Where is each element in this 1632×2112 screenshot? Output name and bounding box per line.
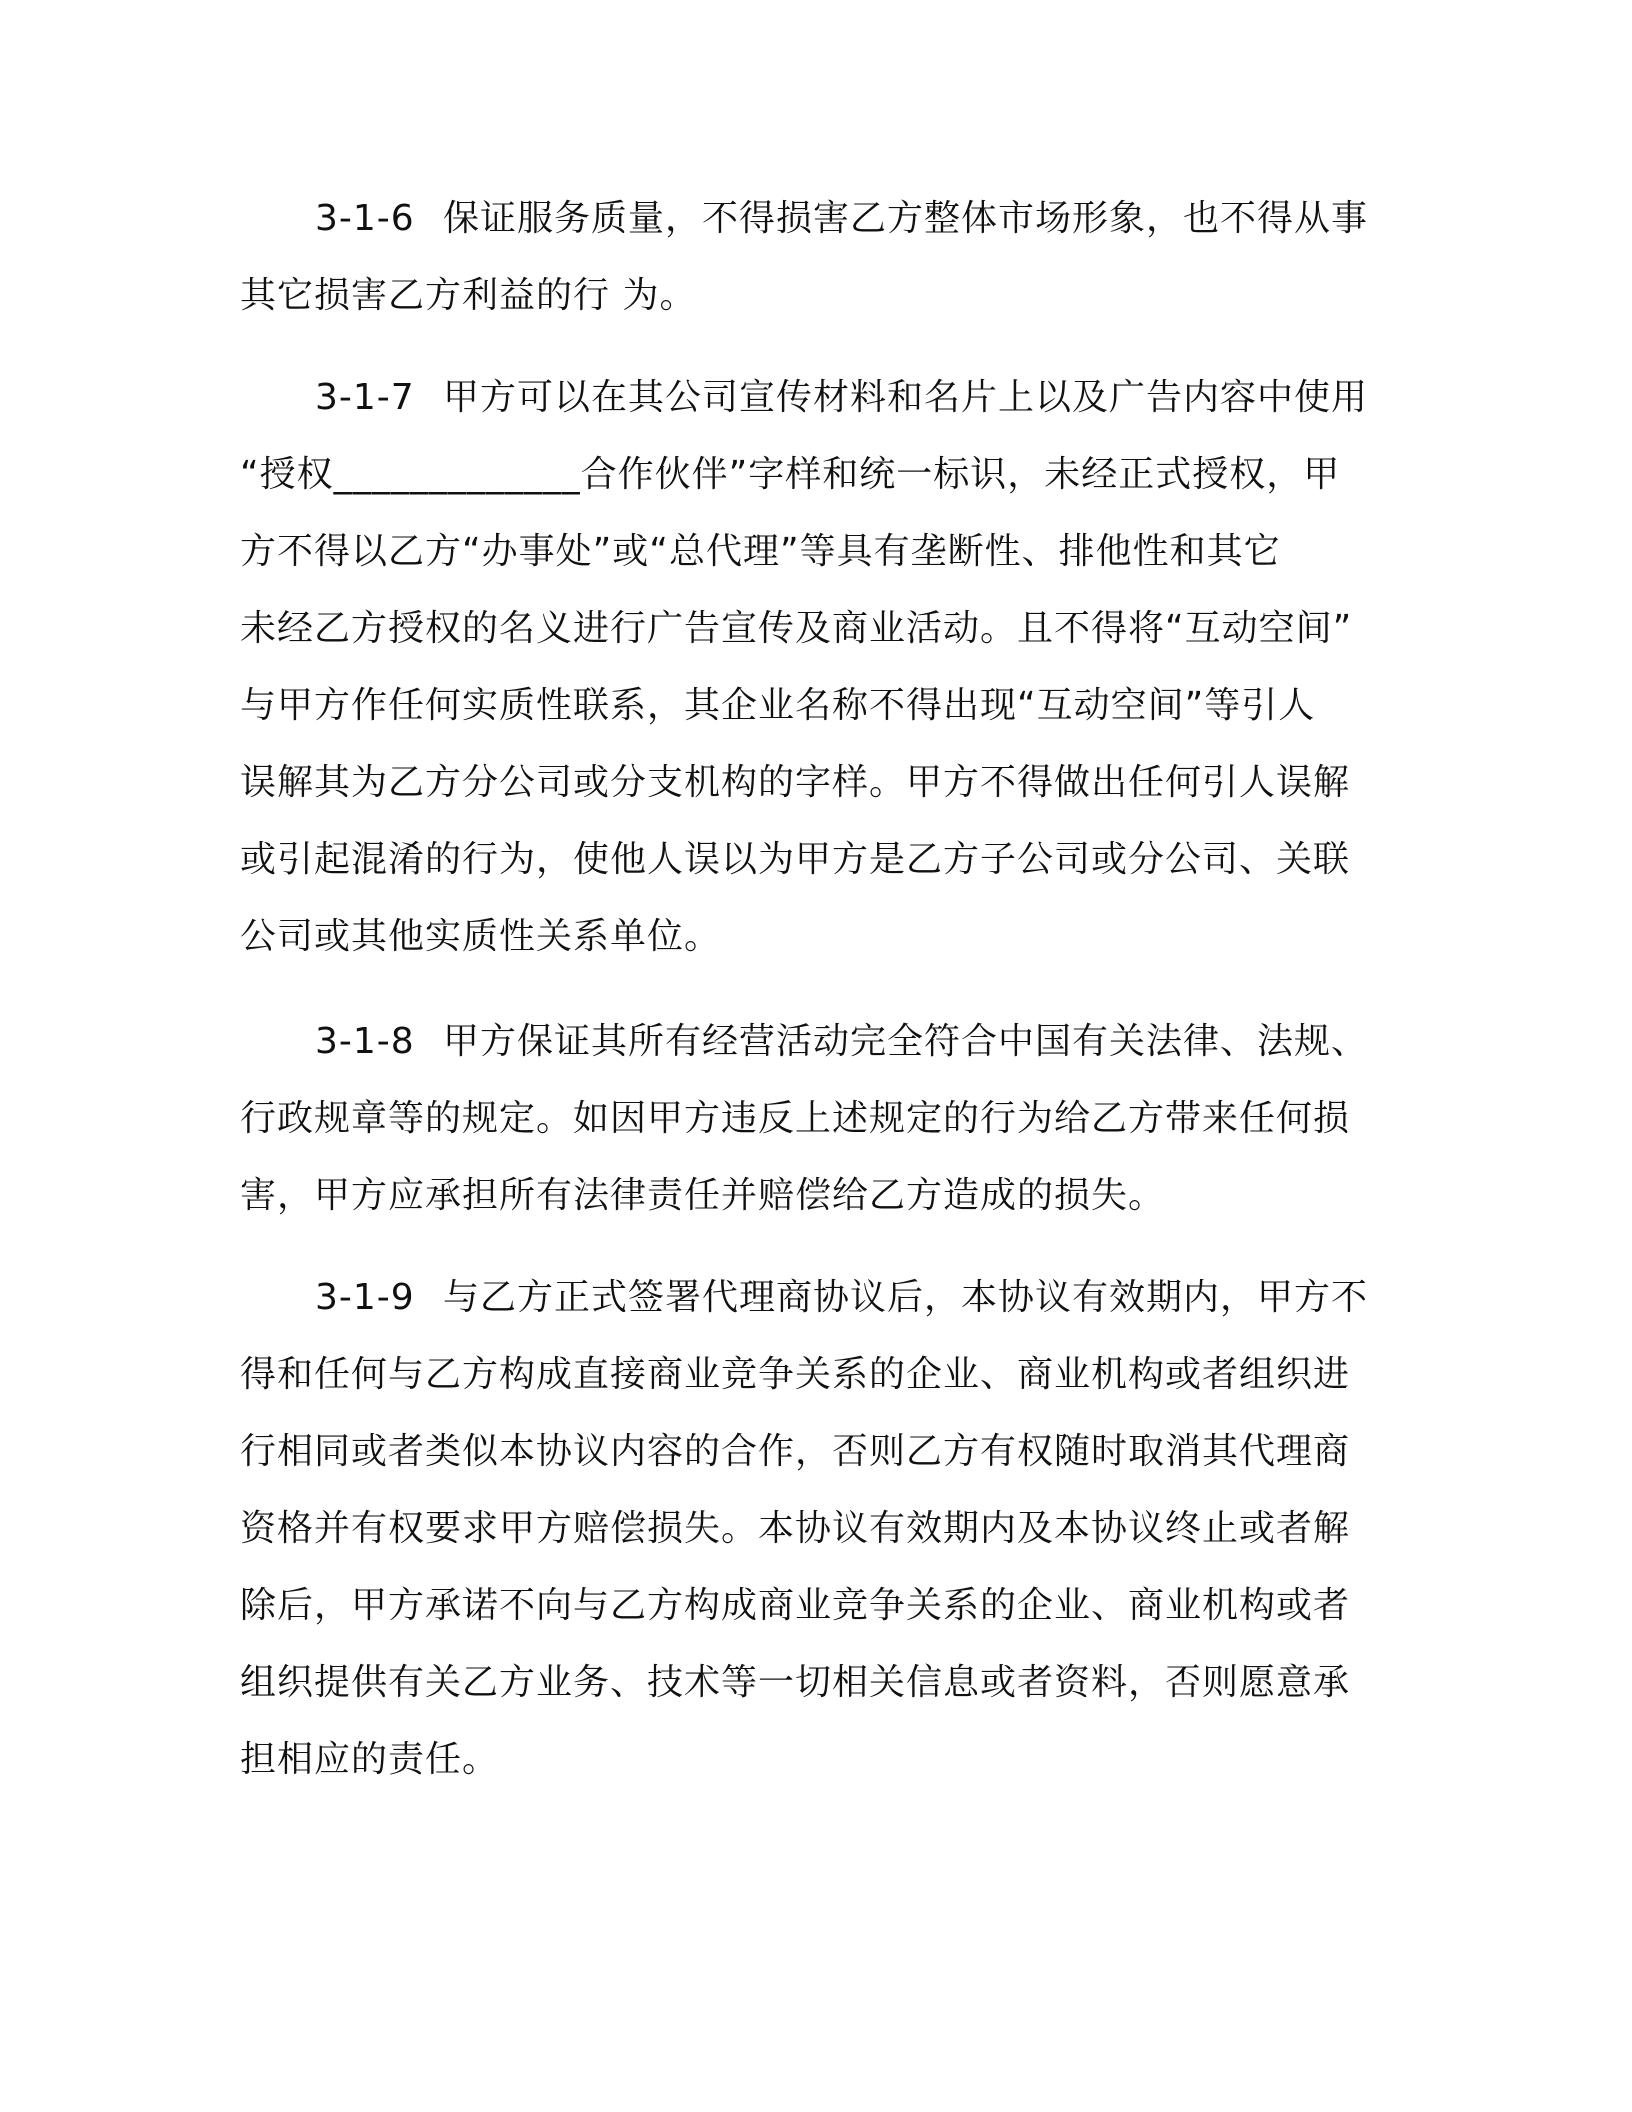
clause-line: 得和任何与乙方构成直接商业竞争关系的企业、商业机构或者组织进 bbox=[240, 1354, 1351, 1395]
clause-first-line bbox=[240, 1003, 1380, 1080]
clause-line: 组织提供有关乙方业务、技术等一切相关信息或者资料，否则愿意承 bbox=[240, 1662, 1351, 1703]
clause-line: 担相应的责任。 bbox=[240, 1739, 500, 1780]
clause-line: 除后，甲方承诺不向与乙方构成商业竞争关系的企业、商业机构或者 bbox=[240, 1585, 1351, 1626]
clause-number: 3-1-9 bbox=[315, 1277, 415, 1318]
clause-line: 行政规章等的规定。如因甲方违反上述规定的行为给乙方带来任何损 bbox=[240, 1098, 1351, 1139]
clause-3-1-9 bbox=[240, 1259, 1380, 1798]
clause-3-1-6 bbox=[240, 180, 1380, 334]
clause-line: 资格并有权要求甲方赔偿损失。本协议有效期内及本协议终止或者解 bbox=[240, 1508, 1351, 1549]
clause-line: 害，甲方应承担所有法律责任并赔偿给乙方造成的损失。 bbox=[240, 1175, 1166, 1216]
clause-number: 3-1-7 bbox=[315, 377, 415, 418]
clause-number: 3-1-8 bbox=[315, 1021, 415, 1062]
clause-line: 公司或其他实质性关系单位。 bbox=[240, 916, 722, 957]
clause-line: 方不得以乙方“办事处”或“总代理”等具有垄断性、排他性和其它 bbox=[240, 531, 1281, 572]
clause-first-line bbox=[240, 359, 1380, 436]
clause-first-line bbox=[240, 1259, 1380, 1336]
clause-text: 保证服务质量，不得损害乙方整体市场形象，也不得从事 bbox=[443, 198, 1369, 239]
clause-line: 误解其为乙方分公司或分支机构的字样。甲方不得做出任何引人误解 bbox=[240, 762, 1351, 803]
clause-number: 3-1-6 bbox=[315, 198, 415, 239]
clause-text: 甲方可以在其公司宣传材料和名片上以及广告内容中使用 bbox=[443, 377, 1369, 418]
clause-line: 其它损害乙方利益的行 为。 bbox=[240, 275, 697, 316]
clause-line: 行相同或者类似本协议内容的合作，否则乙方有权随时取消其代理商 bbox=[240, 1431, 1351, 1472]
clause-line: 或引起混淆的行为，使他人误以为甲方是乙方子公司或分公司、关联 bbox=[240, 839, 1351, 880]
clause-text: 甲方保证其所有经营活动完全符合中国有关法律、法规、 bbox=[443, 1021, 1369, 1062]
clause-line: 未经乙方授权的名义进行广告宣传及商业活动。且不得将“互动空间” bbox=[240, 608, 1353, 649]
clause-line: 与甲方作任何实质性联系，其企业名称不得出现“互动空间”等引人 bbox=[240, 685, 1316, 726]
clause-3-1-7 bbox=[240, 359, 1380, 975]
clause-text: 与乙方正式签署代理商协议后，本协议有效期内，甲方不 bbox=[443, 1277, 1369, 1318]
clause-first-line bbox=[240, 180, 1380, 257]
clause-3-1-8 bbox=[240, 1003, 1380, 1234]
clause-line: “授权_____________合作伙伴”字样和统一标识，未经正式授权，甲 bbox=[240, 454, 1341, 495]
